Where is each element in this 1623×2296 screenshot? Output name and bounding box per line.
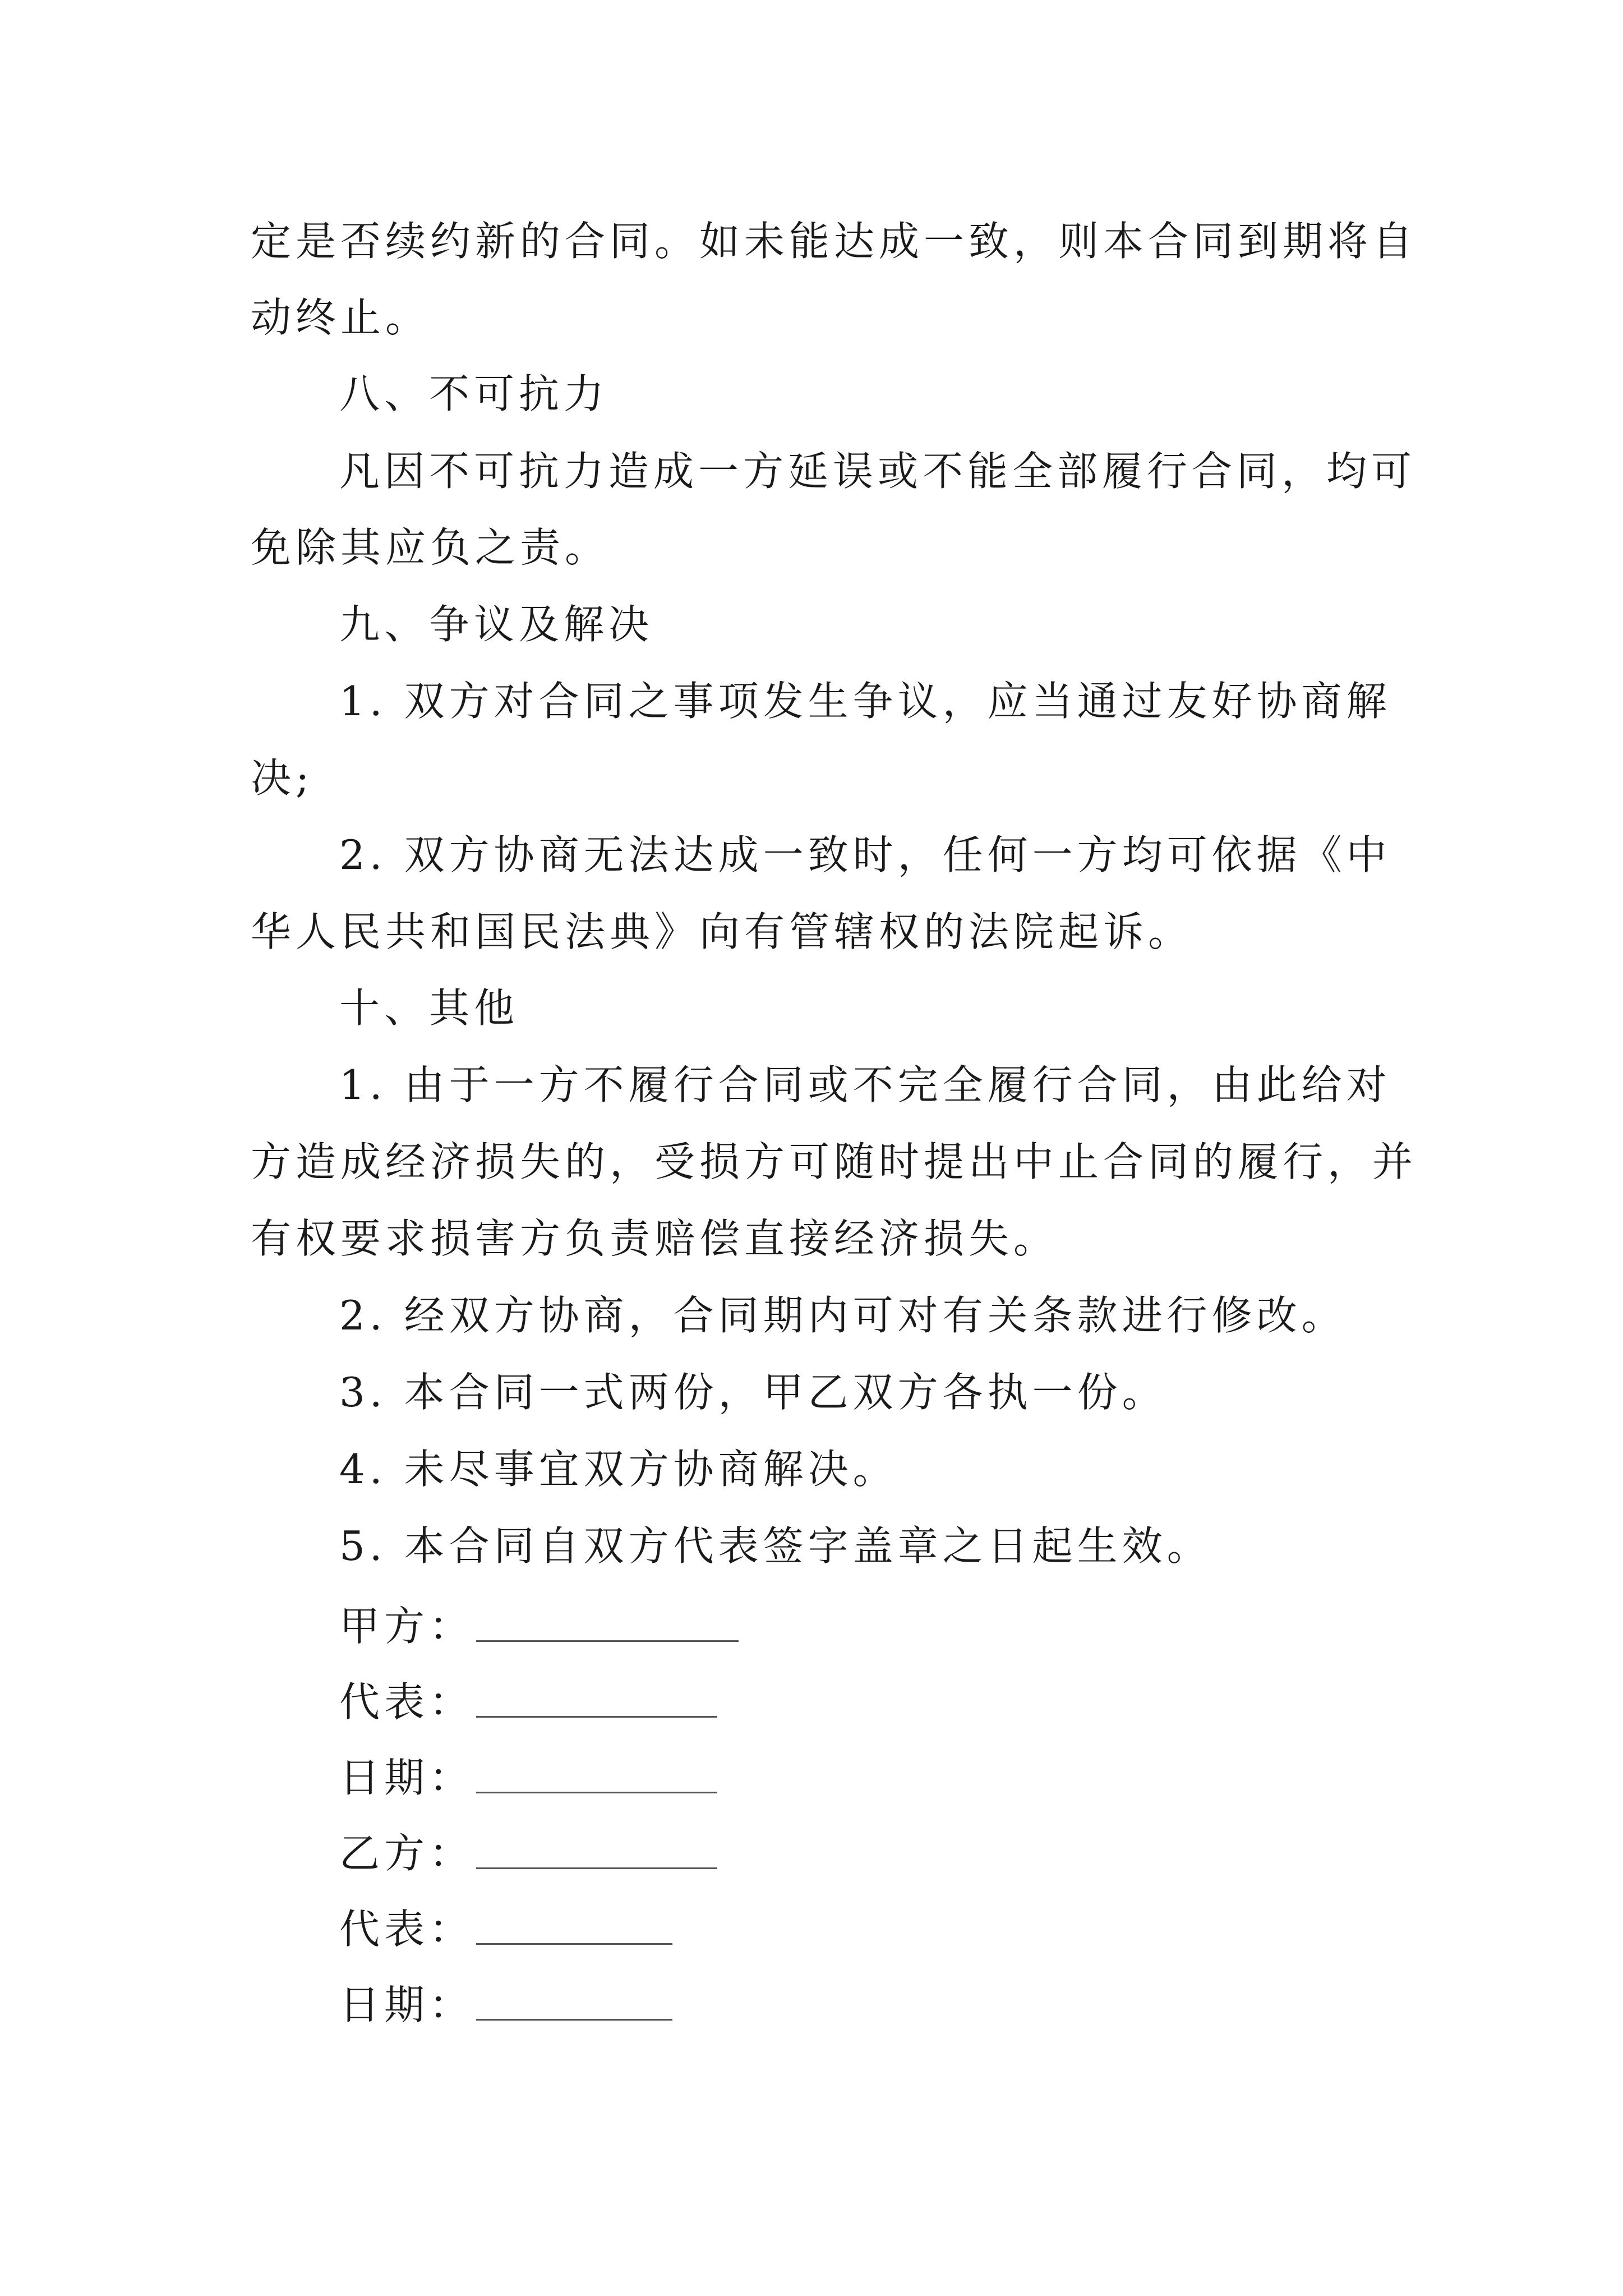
party-a-date-row (339, 1753, 717, 1801)
party-b-date-row (339, 1980, 672, 2028)
party-b-row (339, 1829, 717, 1877)
section-heading: 八、不可抗力 (339, 370, 609, 417)
party-a-blank[interactable] (476, 1638, 739, 1642)
paragraph-line: 动终止。 (251, 294, 431, 341)
paragraph-line: 有权要求损害方负责赔偿直接经济损失。 (251, 1215, 1059, 1262)
section-heading: 九、争议及解决 (339, 601, 654, 648)
party-a-date-blank[interactable] (476, 1789, 717, 1793)
paragraph-line: 方造成经济损失的，受损方可随时提出中止合同的履行，并 (251, 1138, 1418, 1185)
paragraph-line: 1. 由于一方不履行合同或不完全履行合同，由此给对 (339, 1061, 1391, 1108)
paragraph-line: 免除其应负之责。 (251, 524, 610, 571)
paragraph-line: 华人民共和国民法典》向有管辖权的法院起诉。 (251, 908, 1193, 955)
party-b-date-blank[interactable] (476, 2017, 672, 2021)
paragraph-line: 2. 经双方协商，合同期内可对有关条款进行修改。 (339, 1292, 1347, 1339)
paragraph-line: 决; (251, 754, 314, 802)
party-b-rep-label: 代表： (339, 1906, 474, 1953)
paragraph-line: 3. 本合同一式两份，甲乙双方各执一份。 (339, 1369, 1167, 1416)
party-b-label: 乙方： (339, 1830, 474, 1877)
paragraph-line: 4. 未尽事宜双方协商解决。 (339, 1446, 898, 1493)
party-b-blank[interactable] (476, 1865, 717, 1869)
paragraph-line: 1. 双方对合同之事项发生争议，应当通过友好协商解 (339, 678, 1391, 725)
party-b-rep-blank[interactable] (476, 1941, 672, 1945)
paragraph-line: 定是否续约新的合同。如未能达成一致，则本合同到期将自 (251, 218, 1418, 265)
party-a-date-label: 日期： (339, 1754, 474, 1801)
party-a-rep-blank[interactable] (476, 1714, 717, 1718)
party-a-label: 甲方： (339, 1603, 474, 1650)
paragraph-line: 凡因不可抗力造成一方延误或不能全部履行合同，均可 (339, 448, 1417, 495)
party-b-rep-row (339, 1904, 672, 1953)
section-heading: 十、其他 (339, 984, 519, 1032)
party-a-rep-label: 代表： (339, 1678, 474, 1726)
paragraph-line: 5. 本合同自双方代表签字盖章之日起生效。 (339, 1522, 1212, 1570)
party-a-row (339, 1602, 739, 1650)
party-b-date-label: 日期： (339, 1981, 474, 2028)
paragraph-line: 2. 双方协商无法达成一致时，任何一方均可依据《中 (339, 831, 1391, 878)
party-a-rep-row (339, 1677, 717, 1726)
